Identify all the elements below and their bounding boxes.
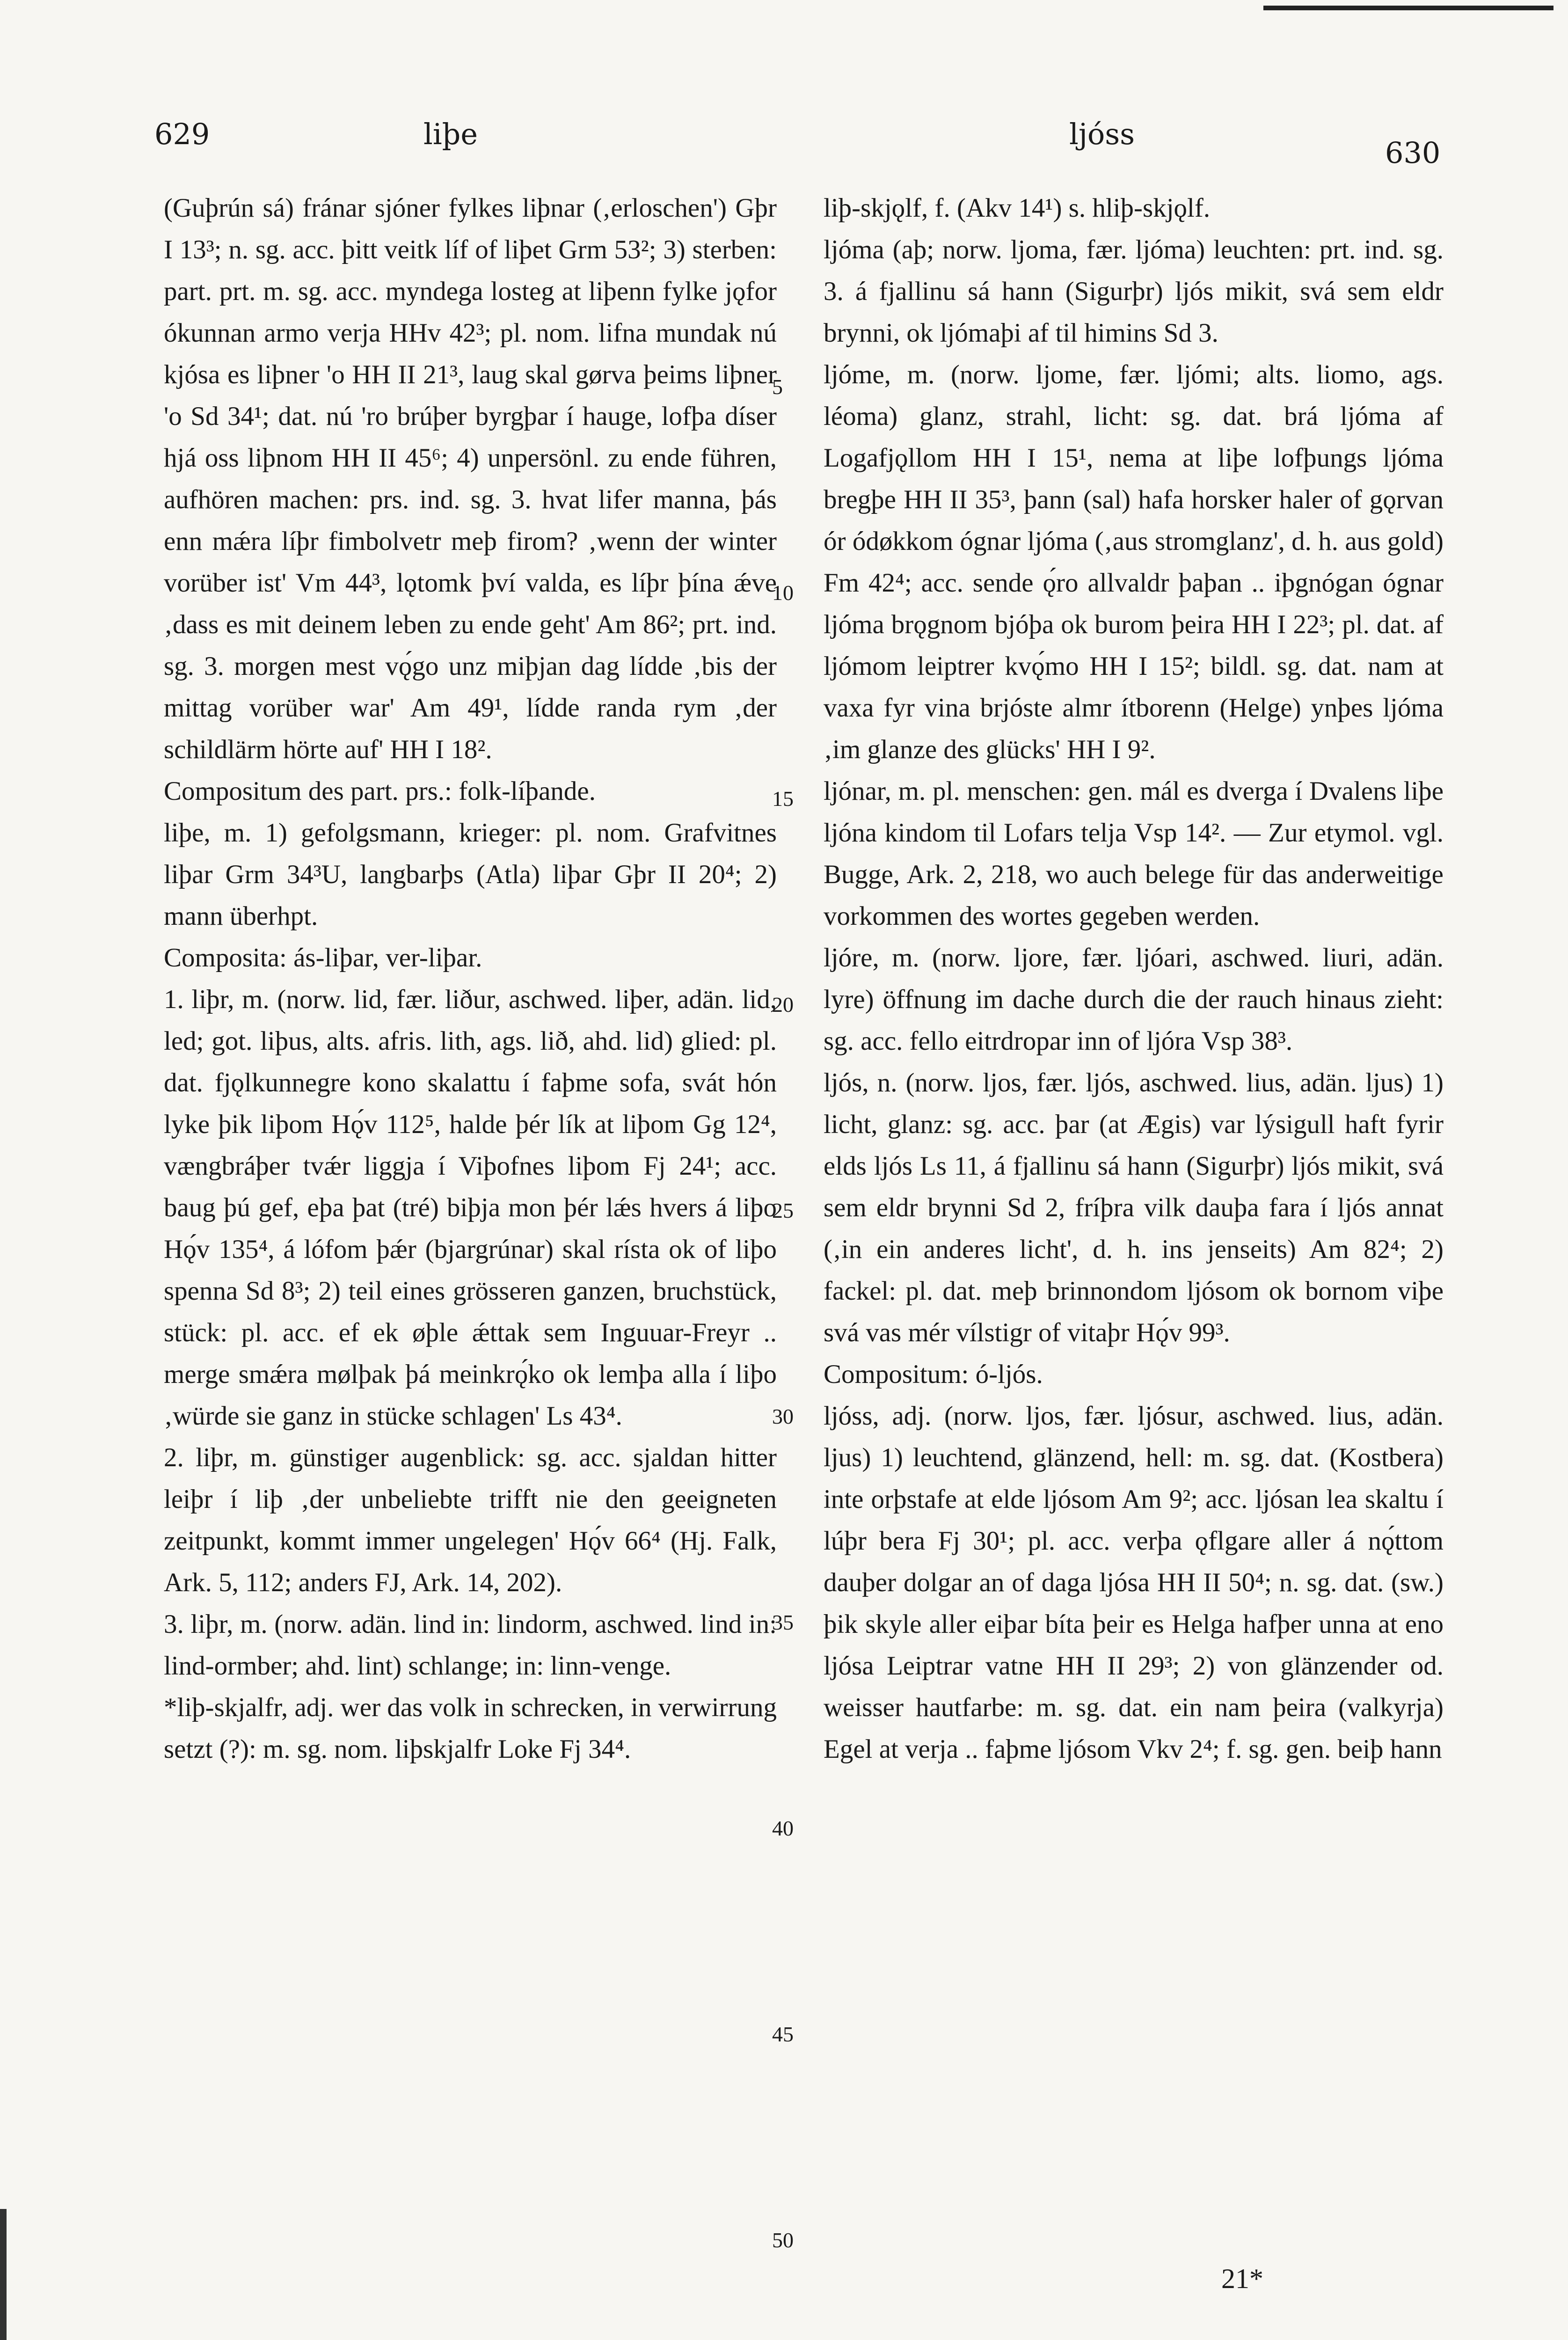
- entry-paragraph: Compositum: ó-ljós.: [824, 1360, 1043, 1389]
- entry-paragraph: liþ-skjǫlf, f. (Akv 14¹) s. hliþ-skjǫlf.: [824, 193, 1211, 223]
- entry-paragraph: Compositum des part. prs.: folk-líþande.: [164, 776, 596, 806]
- line-number: 20: [772, 993, 794, 1016]
- entry-paragraph: 3. liþr, m. (norw. adän. lind in: lindorm, aschwed. lind in: lind-ormber; ahd. lint) schlange; in: linn-venge.: [164, 1609, 777, 1681]
- running-headword-right: ljóss: [1069, 117, 1135, 151]
- entry-paragraph: 1. liþr, m. (norw. lid, fær. liður, aschwed. liþer, adän. lid, led; got. liþus, alts. afris. lith, ags. lið, ahd. lid) glied: pl. dat. fjǫlkunnegre kono skalattu í faþme sofa, svát hón lyke þik liþom Hǫ́v 112⁵, halde þér lík at liþom Gg 12⁴, vængbráþer tvǽr liggja í Viþofnes liþom Fj 24¹; acc. baug þú gef, eþa þat (tré) biþja mon þér lǽs hvers á liþo Hǫ́v 135⁴, á lófom þǽr (bjargrúnar) skal rísta ok of liþo spenna Sd 8³; 2) teil eines grösseren ganzen, bruchstück, stück: pl. acc. ef ek øþle ǽttak sem Inguuar-Freyr .. merge smǽra mølþak þá meinkrǫ́ko ok lemþa alla í liþo ‚würde sie ganz in stücke schlagen' Ls 43⁴.: [164, 985, 777, 1431]
- line-number: 30: [772, 1404, 794, 1428]
- entry-paragraph: ljós, n. (norw. ljos, fær. ljós, aschwed. lius, adän. ljus) 1) licht, glanz: sg. acc. þar (at Ægis) var lýsigull haft fyrir elds ljós Ls 11, á fjallinu sá hann (Sigurþr) ljós mikit, svá sem eldr brynni Sd 2, fríþra vilk dauþa fara í ljós annat (‚in ein anderes licht', d. h. ins jenseits) Am 82⁴; 2) fackel: pl. dat. meþ brinnondom ljósom ok bornom viþe svá vas mér vílstigr of vitaþr Hǫ́v 99³.: [824, 1068, 1444, 1347]
- entry-paragraph: 2. liþr, m. günstiger augenblick: sg. acc. sjaldan hitter leiþr í liþ ‚der unbeliebte trifft nie den geeigneten zeitpunkt, kommt immer ungelegen' Hǫ́v 66⁴ (Hj. Falk, Ark. 5, 112; anders FJ, Ark. 14, 202).: [164, 1443, 777, 1597]
- line-number: 45: [772, 2022, 794, 2046]
- line-number: 15: [772, 787, 794, 811]
- page-number-right: 630: [1385, 136, 1441, 170]
- entry-paragraph: ljóre, m. (norw. ljore, fær. ljóari, aschwed. liuri, adän. lyre) öffnung im dache durch die der rauch hinaus zieht: sg. acc. fello eitrdropar inn of ljóra Vsp 38³.: [824, 943, 1444, 1056]
- line-number: 35: [772, 1610, 794, 1634]
- line-number: 40: [772, 1816, 794, 1840]
- line-number: 50: [772, 2228, 794, 2252]
- top-edge-rule: [1263, 6, 1553, 10]
- entry-paragraph: ljóme, m. (norw. ljome, fær. ljómi; alts. liomo, ags. léoma) glanz, strahl, licht: sg. dat. brá ljóma af Logafjǫllom HH I 15¹, nema at liþe lofþungs ljóma bregþe HH II 35³, þann (sal) hafa horsker haler of gǫrvan ór ódøkkom ógnar ljóma (‚aus stromglanz', d. h. aus gold) Fm 42⁴; acc. sende ǫ́ro allvaldr þaþan .. iþgnógan ógnar ljóma brǫgnom bjóþa ok burom þeira HH I 22³; pl. dat. af ljómom leiptrer kvǫ́mo HH I 15²; bildl. sg. dat. nam at vaxa fyr vina brjóste almr ítborenn (Helge) ynþes ljóma ‚im glanze des glücks' HH I 9².: [824, 360, 1444, 764]
- entry-paragraph: liþe, m. 1) gefolgsmann, krieger: pl. nom. Grafvitnes liþar Grm 34³U, langbarþs (Atla) liþar Gþr II 20⁴; 2) mann überhpt.: [164, 818, 777, 931]
- entry-paragraph: (Guþrún sá) fránar sjóner fylkes liþnar (‚erloschen') Gþr I 13³; n. sg. acc. þitt veitk líf of liþet Grm 53²; 3) sterben: part. prt. m. sg. acc. myndega losteg at liþenn fylke jǫfor ókunnan armo verja HHv 42³; pl. nom. lifna mundak nú kjósa es liþner 'o HH II 21³, laug skal gørva þeims liþner 'o Sd 34¹; dat. nú 'ro brúþer byrgþar í hauge, lofþa díser hjá oss liþnom HH II 45⁶; 4) unpersönl. zu ende führen, aufhören machen: prs. ind. sg. 3. hvat lifer manna, þás enn mǽra líþr fimbolvetr meþ firom? ‚wenn der winter vorüber ist' Vm 44³, lǫtomk því valda, es líþr þína ǽve ‚dass es mit deinem leben zu ende geht' Am 86²; prt. ind. sg. 3. morgen mest vǫ́go unz miþjan dag lídde ‚bis der mittag vorüber war' Am 49¹, lídde randa rym ‚der schildlärm hörte auf' HH I 18².: [164, 193, 777, 764]
- right-column: [824, 187, 1444, 1770]
- entry-paragraph: Composita: ás-liþar, ver-liþar.: [164, 943, 482, 973]
- left-column: [164, 187, 777, 1770]
- entry-paragraph: ljóma (aþ; norw. ljoma, fær. ljóma) leuchten: prt. ind. sg. 3. á fjallinu sá hann (Sigurþr) ljós mikit, svá sem eldr brynni, ok ljómaþi af til himins Sd 3.: [824, 235, 1444, 348]
- signature-mark: 21*: [1221, 2263, 1263, 2294]
- binding-mark: [0, 2209, 7, 2340]
- entry-paragraph: ljónar, m. pl. menschen: gen. mál es dverga í Dvalens liþe ljóna kindom til Lofars telja Vsp 14². — Zur etymol. vgl. Bugge, Ark. 2, 218, wo auch belege für das anderweitige vorkommen des wortes gegeben werden.: [824, 776, 1444, 931]
- entry-paragraph: ljóss, adj. (norw. ljos, fær. ljósur, aschwed. lius, adän. ljus) 1) leuchtend, glänzend, hell: m. sg. dat. (Kostbera) inte orþstafe at elde ljósom Am 9²; acc. ljósan lea skaltu í lúþr bera Fj 30¹; pl. acc. verþa ǫflgare aller á nǫ́ttom dauþer dolgar an of daga ljósa HH II 50⁴; n. sg. dat. (sw.) þik skyle aller eiþar bíta þeir es Helga hafþer unna at eno ljósa Leiptrar vatne HH II 29³; 2) von glänzender od. weisser hautfarbe: m. sg. dat. ein nam þeira (valkyrja) Egel at verja .. faþme ljósom Vkv 2⁴; f. sg. gen. beiþ hann: [824, 1401, 1444, 1764]
- line-number: 25: [772, 1199, 794, 1222]
- entry-paragraph: *liþ-skjalfr, adj. wer das volk in schrecken, in verwirrung setzt (?): m. sg. nom. liþskjalfr Loke Fj 34⁴.: [164, 1693, 777, 1764]
- page-number-left: 629: [154, 117, 210, 151]
- running-headword-left: liþe: [423, 117, 478, 151]
- line-number: 10: [772, 581, 794, 605]
- line-number: 5: [772, 375, 783, 399]
